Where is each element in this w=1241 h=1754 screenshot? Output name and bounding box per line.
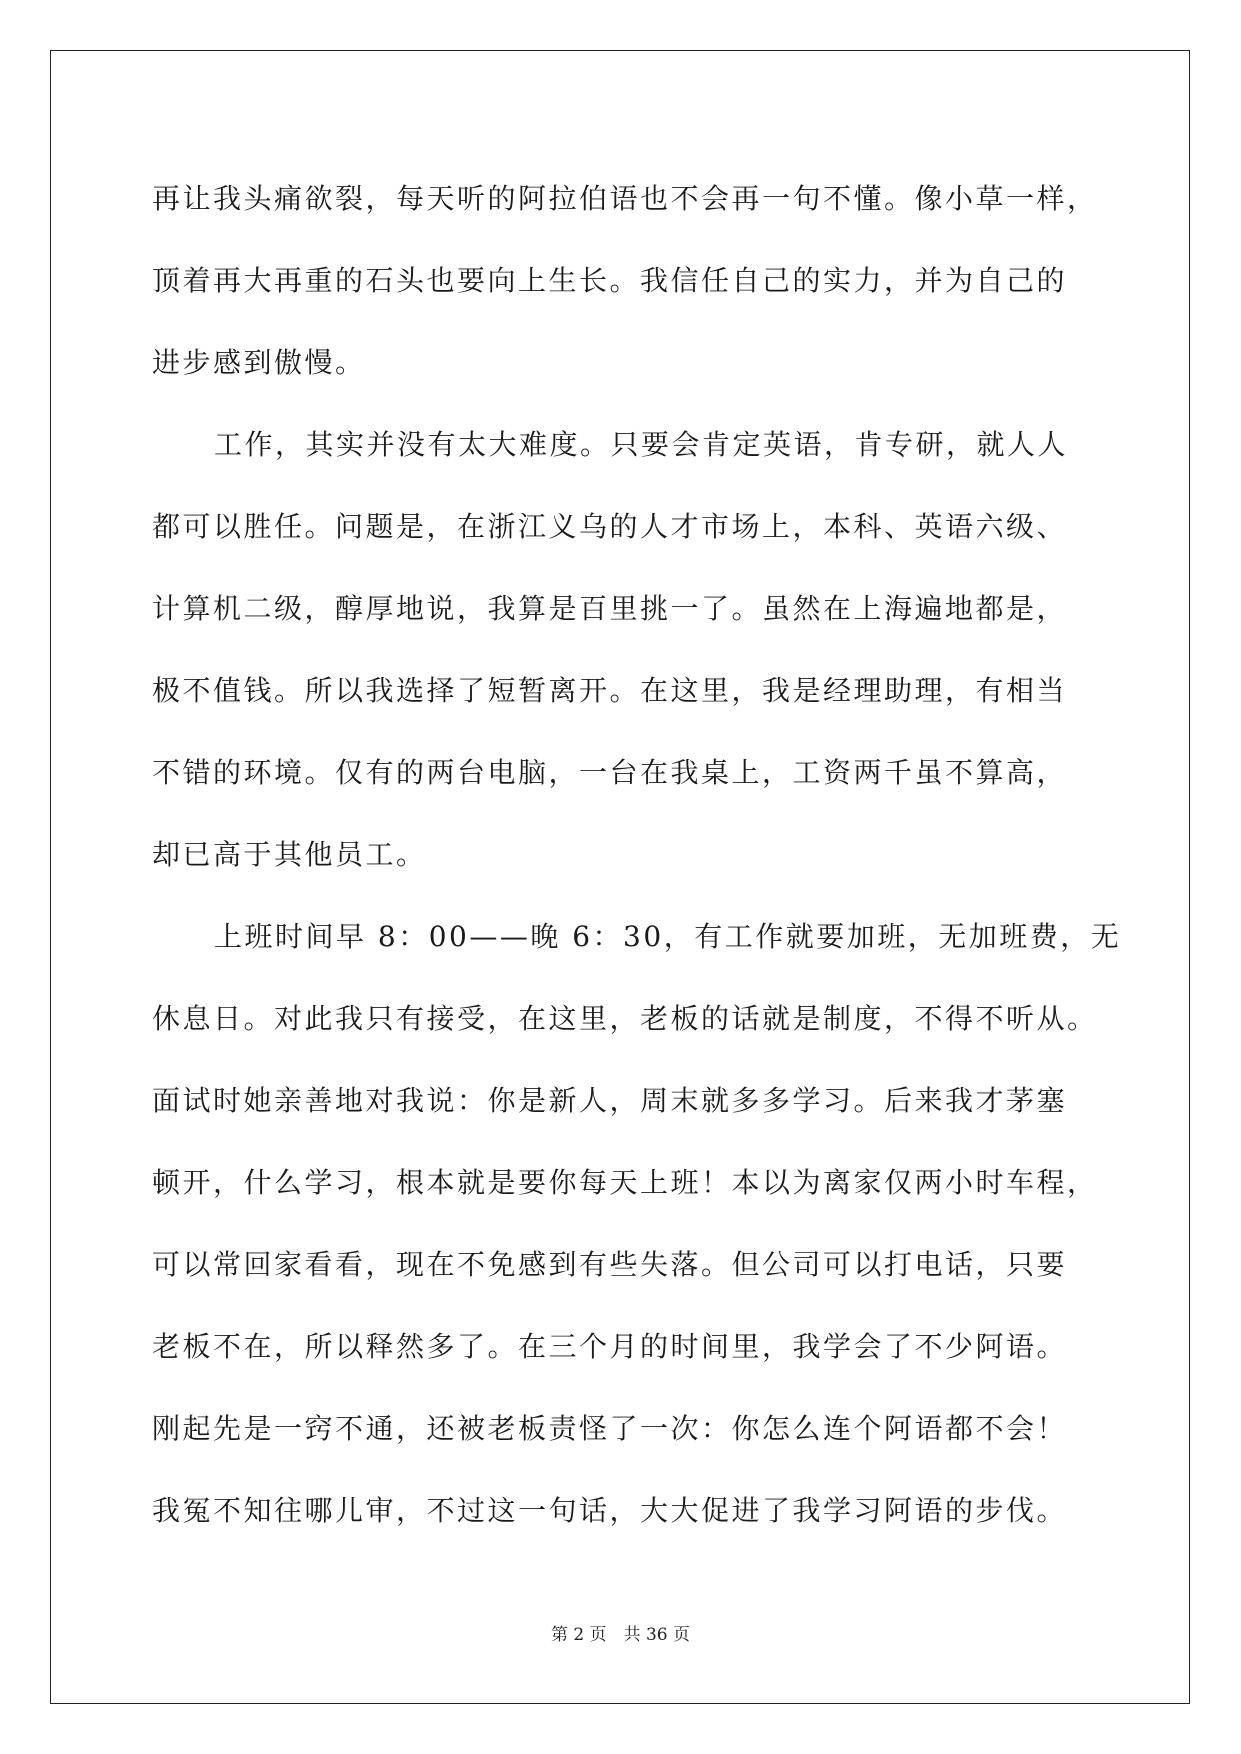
- text-line: 刚起先是一窍不通，还被老板责怪了一次：你怎么连个阿语都不会！: [152, 1412, 1068, 1445]
- document-body: [152, 158, 1122, 1552]
- text-line: 进步感到傲慢。: [152, 346, 366, 379]
- text-line: 工作，其实并没有太大难度。只要会肯定英语，肯专研，就人人: [214, 428, 1069, 461]
- paragraph: [152, 158, 1102, 404]
- text-line: 再让我头痛欲裂，每天听的阿拉伯语也不会再一句不懂。像小草一样，: [152, 182, 1098, 215]
- text-line: 面试时她亲善地对我说：你是新人，周末就多多学习。后来我才茅塞: [152, 1084, 1068, 1117]
- text-line: 休息日。对此我只有接受，在这里，老板的话就是制度，不得不听从。: [152, 1002, 1098, 1035]
- text-line: 顿开，什么学习，根本就是要你每天上班！本以为离家仅两小时车程，: [152, 1166, 1098, 1199]
- page-number-footer: 第 2 页 共 36 页: [550, 1625, 691, 1645]
- paragraph: [152, 896, 1122, 1552]
- text-line: 却已高于其他员工。: [152, 838, 427, 871]
- text-line: 老板不在，所以释然多了。在三个月的时间里，我学会了不少阿语。: [152, 1330, 1068, 1363]
- text-line: 我冤不知往哪儿审，不过这一句话，大大促进了我学习阿语的步伐。: [152, 1494, 1068, 1527]
- paragraph: [152, 404, 1102, 896]
- text-line: 极不值钱。所以我选择了短暂离开。在这里，我是经理助理，有相当: [152, 674, 1068, 707]
- text-line: 都可以胜任。问题是，在浙江义乌的人才市场上，本科、英语六级、: [152, 510, 1068, 543]
- text-line: 顶着再大再重的石头也要向上生长。我信任自己的实力，并为自己的: [152, 264, 1068, 297]
- text-line: 不错的环境。仅有的两台电脑，一台在我桌上，工资两千虽不算高，: [152, 756, 1068, 789]
- text-line: 可以常回家看看，现在不免感到有些失落。但公司可以打电话，只要: [152, 1248, 1068, 1281]
- text-line: 上班时间早 8：00——晚 6：30，有工作就要加班，无加班费，无: [214, 920, 1122, 953]
- text-line: 计算机二级，醇厚地说，我算是百里挑一了。虽然在上海遍地都是，: [152, 592, 1068, 625]
